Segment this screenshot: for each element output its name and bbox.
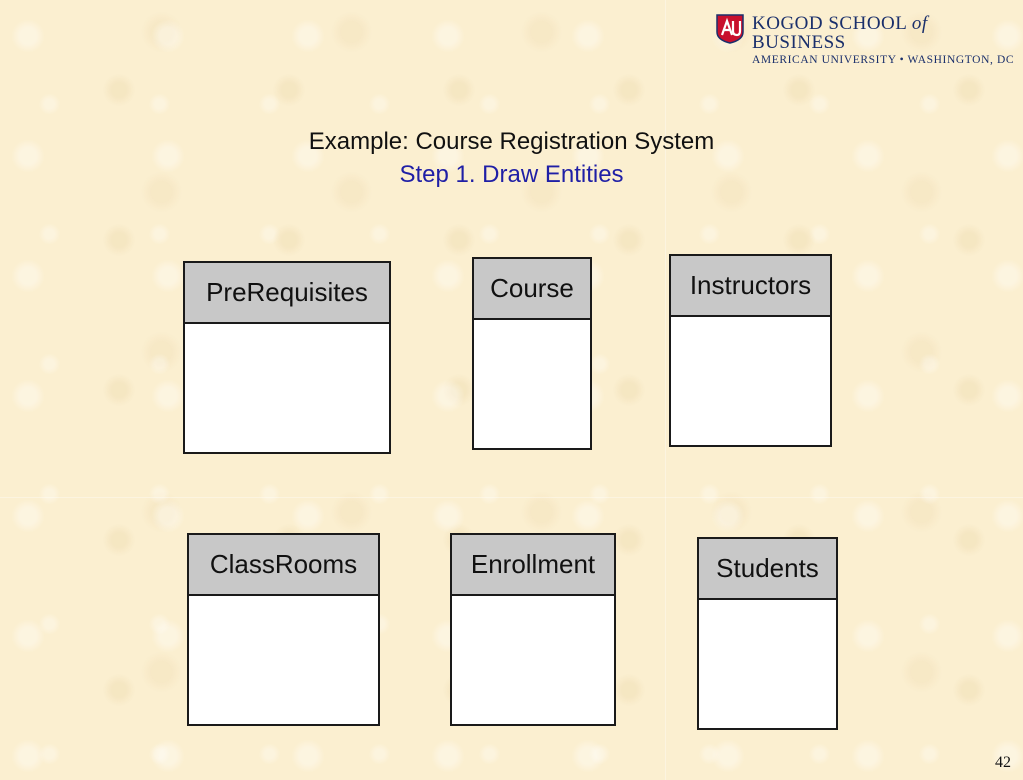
entity-prerequisites xyxy=(183,261,391,454)
entity-course xyxy=(472,257,592,450)
entity-name: Instructors xyxy=(671,256,830,317)
entity-classrooms xyxy=(187,533,380,726)
american-university-seal-icon xyxy=(716,14,744,44)
background-seam-vertical xyxy=(665,0,666,780)
entity-enrollment xyxy=(450,533,616,726)
entity-name: Course xyxy=(474,259,590,320)
entity-name: Students xyxy=(699,539,836,600)
logo-school-name: KOGOD SCHOOL of BUSINESS xyxy=(752,13,928,53)
slide-subtitle: Step 1. Draw Entities xyxy=(399,161,624,188)
background-seam-horizontal xyxy=(0,497,1023,498)
entity-name: ClassRooms xyxy=(189,535,378,596)
entity-instructors xyxy=(669,254,832,447)
entity-name: PreRequisites xyxy=(185,263,389,324)
entity-name: Enrollment xyxy=(452,535,614,596)
logo-university-name: AMERICAN UNIVERSITY • WASHINGTON, DC xyxy=(752,54,1015,66)
page-number: 42 xyxy=(995,754,1011,771)
slide-title-block xyxy=(0,125,1023,191)
entity-students xyxy=(697,537,838,730)
slide-title: Example: Course Registration System xyxy=(308,128,715,155)
kogod-logo xyxy=(716,13,1023,66)
